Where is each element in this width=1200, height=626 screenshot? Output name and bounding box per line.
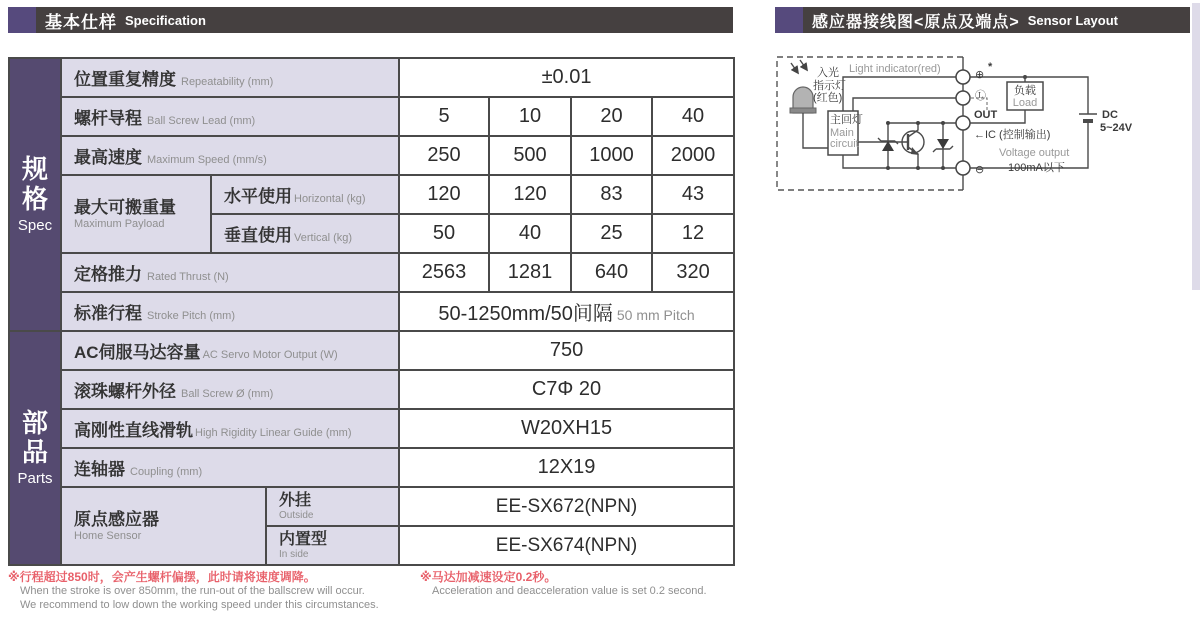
- table-row: [9, 370, 734, 409]
- cell-ball-screw-dia-value: C7Φ 20: [399, 370, 734, 409]
- cell-lead-3: 20: [571, 97, 652, 136]
- cell-horizontal-4: 43: [652, 175, 734, 214]
- footnote-accel-zh: ※马达加减速设定0.2秒。: [420, 570, 557, 584]
- cell-speed-4: 2000: [652, 136, 734, 175]
- load-zh-label: 负载: [1014, 85, 1036, 97]
- label-en: Coupling (mm): [130, 466, 203, 478]
- footnote-stroke-en2: We recommend to low down the working speed under this circumstances.: [20, 599, 379, 611]
- cell-vertical-2: 40: [489, 214, 571, 253]
- row-label-ball-screw-lead: [61, 97, 399, 136]
- terminal-minus-icon: ⊖: [975, 164, 985, 176]
- row-label-repeatability: [61, 58, 399, 97]
- row-label-coupling: [61, 448, 399, 487]
- load-en-label: Load: [1012, 97, 1038, 109]
- cell-servo-output-value: 750: [399, 331, 734, 370]
- cell-thrust-4: 320: [652, 253, 734, 292]
- row-label-max-speed: [61, 136, 399, 175]
- label-zh: 垂直使用: [224, 226, 292, 245]
- row-label-max-payload: [61, 175, 211, 253]
- label-zh: AC伺服马达容量: [74, 343, 201, 362]
- sensor-header-title-en: Sensor Layout: [1027, 12, 1118, 28]
- incident-light-label: 入光: [817, 67, 839, 79]
- cell-linear-guide-value: W20XH15: [399, 409, 734, 448]
- row-label-vertical: [211, 214, 399, 253]
- main-circuit-zh: 主回灯: [830, 114, 863, 126]
- wiring-diagram-svg: [775, 50, 1195, 210]
- label-zh: 标准行程: [74, 304, 142, 323]
- sidebar-parts-zh2: 品: [21, 437, 48, 467]
- label-en: Outside: [279, 510, 314, 522]
- table-row: [9, 97, 734, 136]
- label-zh: 螺杆导程: [74, 109, 142, 128]
- cell-vertical-4: 12: [652, 214, 734, 253]
- table-row: [9, 175, 734, 214]
- label-en: AC Servo Motor Output (W): [202, 349, 338, 361]
- page-edge-strip: [1192, 3, 1200, 290]
- cell-inside-sensor-value: EE-SX674(NPN): [399, 526, 734, 565]
- cell-vertical-3: 25: [571, 214, 652, 253]
- label-en: Rated Thrust (N): [147, 271, 229, 283]
- label-en: Repeatability (mm): [181, 76, 274, 88]
- label-zh: 位置重复精度: [74, 70, 176, 89]
- label-en: In side: [279, 549, 309, 561]
- lamp-color-label: (红色): [813, 92, 843, 104]
- battery-icon: [1079, 114, 1097, 121]
- cell-speed-3: 1000: [571, 136, 652, 175]
- sensor-wiring-diagram: [775, 50, 1195, 210]
- footnote-accel-en: Acceleration and deacceleration value is set 0.2 second.: [432, 585, 707, 597]
- cell-lead-2: 10: [489, 97, 571, 136]
- cell-coupling-value: 12X19: [399, 448, 734, 487]
- row-label-inside: [266, 526, 399, 565]
- label-zh: 外挂: [279, 491, 312, 509]
- label-zh: 滚珠螺杆外径: [74, 382, 176, 401]
- zener-diode-left: [878, 123, 898, 168]
- dc-range-label: 5~24V: [1100, 122, 1133, 134]
- footnote-stroke-zh: ※行程超过850时，会产生螺杆偏摆，此时请将速度调降。: [8, 570, 316, 584]
- cell-vertical-1: 50: [399, 214, 489, 253]
- row-label-linear-guide: [61, 409, 399, 448]
- sidebar-parts-en: Parts: [17, 470, 53, 488]
- terminal-plus-note: *: [988, 61, 993, 73]
- sidebar-spec: [9, 58, 61, 331]
- row-label-rated-thrust: [61, 253, 399, 292]
- spec-header-accent: [8, 7, 36, 33]
- terminal-out-label: OUT: [974, 109, 998, 121]
- dc-label: DC: [1102, 109, 1118, 121]
- cell-thrust-3: 640: [571, 253, 652, 292]
- row-label-stroke-pitch: [61, 292, 399, 331]
- specification-table: [8, 57, 735, 566]
- table-row: [9, 136, 734, 175]
- ic-output-label: ←IC (控制输出): [974, 129, 1051, 141]
- cell-speed-1: 250: [399, 136, 489, 175]
- sidebar-parts: [9, 331, 61, 565]
- label-en: Horizontal (kg): [294, 193, 366, 205]
- sensor-header-accent: [775, 7, 803, 33]
- transistor-symbol: [902, 123, 924, 168]
- label-zh: 最大可搬重量: [74, 197, 176, 217]
- main-circuit-en2: circuit: [830, 138, 859, 150]
- table-row: [9, 331, 734, 370]
- spec-header-title-en: Specification: [125, 12, 206, 28]
- cell-stroke-pitch-value: [399, 292, 734, 331]
- row-label-horizontal: [211, 175, 399, 214]
- label-zh: 原点感应器: [74, 509, 159, 529]
- label-zh: 定格推力: [74, 265, 142, 284]
- current-limit-label: 100mA以下: [1008, 162, 1065, 174]
- cell-outside-sensor-value: EE-SX672(NPN): [399, 487, 734, 526]
- cell-horizontal-2: 120: [489, 175, 571, 214]
- label-en: Home Sensor: [74, 530, 142, 543]
- terminal-plus-icon: ⊕: [975, 69, 985, 81]
- label-en: Stroke Pitch (mm): [147, 310, 236, 322]
- label-zh: 最高速度: [74, 148, 142, 167]
- terminal-l-icon: Ⓛ: [975, 90, 986, 102]
- label-en: Ball Screw Ø (mm): [181, 388, 274, 400]
- footnote-stroke-en1: When the stroke is over 850mm, the run-out of the ballscrew will occur.: [20, 585, 365, 597]
- label-zh: 高刚性直线滑轨: [74, 421, 193, 440]
- indicator-lamp-label: 指示灯: [813, 80, 846, 92]
- spec-header-title-zh: 基本仕样: [45, 12, 117, 32]
- footnote-accel: [420, 570, 707, 598]
- voltage-output-label: Voltage output: [999, 147, 1070, 159]
- cell-horizontal-1: 120: [399, 175, 489, 214]
- sensor-header-title-zh: 感应器接线图<原点及端点>: [812, 13, 1020, 31]
- cell-lead-1: 5: [399, 97, 489, 136]
- cell-thrust-1: 2563: [399, 253, 489, 292]
- label-zh: 水平使用: [224, 187, 292, 206]
- cell-repeatability-value: ±0.01: [399, 58, 734, 97]
- label-en: High Rigidity Linear Guide (mm): [195, 427, 352, 439]
- footnote-stroke: [8, 570, 379, 612]
- sensor-header-bar: [803, 7, 1190, 33]
- sidebar-parts-zh1: 部: [21, 407, 48, 438]
- row-label-outside: [266, 487, 399, 526]
- cell-horizontal-3: 83: [571, 175, 652, 214]
- stroke-pitch-main: 50-1250mm/50间隔: [438, 303, 613, 325]
- spec-header-bar: [36, 7, 733, 33]
- main-circuit-en1: Main: [830, 127, 854, 139]
- label-zh: 连轴器: [74, 460, 125, 479]
- label-en: Ball Screw Lead (mm): [147, 115, 256, 127]
- cell-lead-4: 40: [652, 97, 734, 136]
- table-row: [9, 253, 734, 292]
- row-label-ball-screw-dia: [61, 370, 399, 409]
- table-row: [9, 292, 734, 331]
- table-row: [9, 58, 734, 97]
- light-indicator-label: Light indicator(red): [849, 63, 941, 75]
- stroke-pitch-sub: 50 mm Pitch: [616, 307, 695, 323]
- label-zh: 内置型: [279, 530, 328, 548]
- table-row: [9, 409, 734, 448]
- sidebar-spec-zh2: 格: [21, 183, 48, 214]
- label-en: Maximum Payload: [74, 218, 165, 231]
- label-en: Maximum Speed (mm/s): [147, 154, 267, 166]
- sidebar-spec-zh1: 规: [21, 154, 48, 185]
- row-label-home-sensor: [61, 487, 266, 565]
- zener-diode-right: [933, 123, 953, 168]
- cell-speed-2: 500: [489, 136, 571, 175]
- label-en: Vertical (kg): [294, 232, 353, 244]
- sidebar-spec-en: Spec: [17, 216, 53, 234]
- cell-thrust-2: 1281: [489, 253, 571, 292]
- table-row: [9, 448, 734, 487]
- row-label-servo-output: [61, 331, 399, 370]
- table-row: [9, 487, 734, 526]
